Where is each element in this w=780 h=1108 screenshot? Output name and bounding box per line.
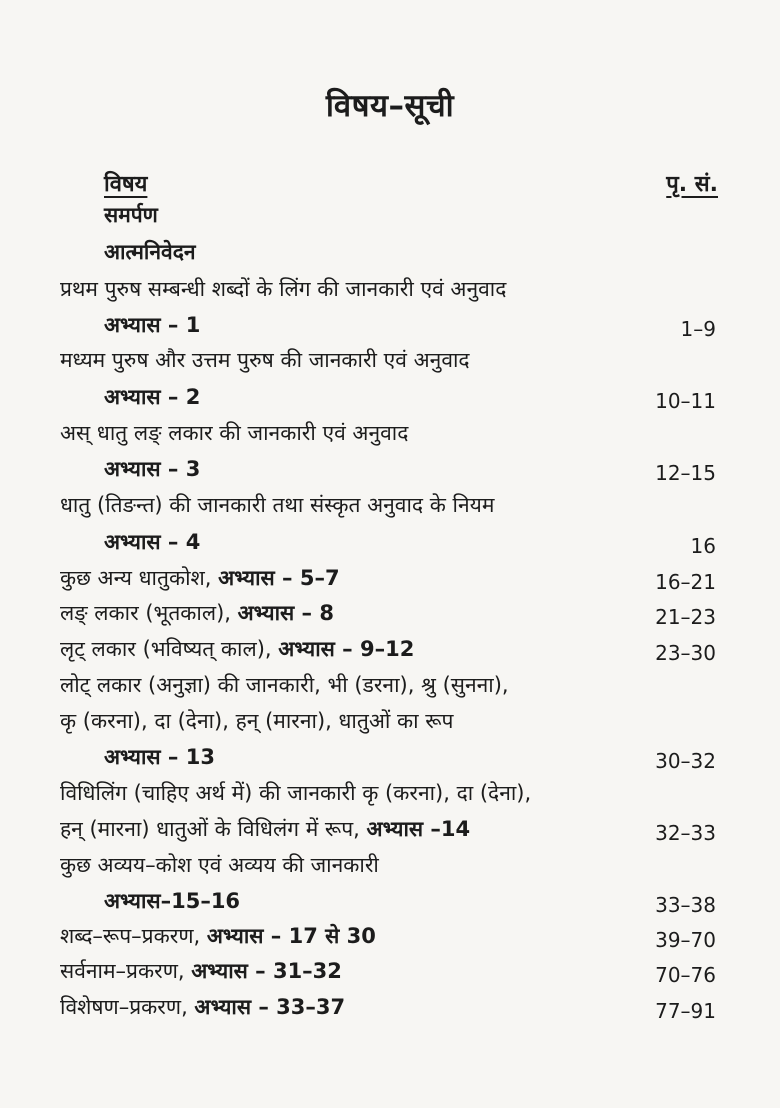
entry-page-number: 39–70 — [655, 928, 716, 952]
entry-exercise: अभ्यास – 31–32 — [191, 959, 342, 983]
entry-text — [60, 637, 414, 662]
entry-exercise: अभ्यास – 13 — [104, 745, 215, 769]
page-number-column-heading: पृ. सं. — [666, 172, 718, 197]
entry-page-number: 10–11 — [655, 389, 716, 413]
entry-text: मध्यम पुरुष और उत्तम पुरुष की जानकारी एवं अनुवाद — [60, 348, 470, 372]
contents-header — [104, 168, 718, 198]
entry-text — [60, 601, 334, 626]
entry-exercise: अभ्यास – 1 — [104, 313, 201, 337]
entry-text — [60, 817, 470, 842]
entry-text — [60, 566, 340, 591]
page-title: विषय–सूची — [325, 88, 455, 124]
entry-text-part: हन् (मारना) धातुओं के विधिलंग में रूप, — [60, 817, 367, 841]
entry-exercise: अभ्यास – 3 — [104, 457, 201, 481]
entry-text: कुछ अव्यय–कोश एवं अव्यय की जानकारी — [60, 853, 379, 877]
entry-page-number: 16 — [690, 534, 716, 558]
entry-text — [60, 995, 345, 1020]
entry-page-number: 30–32 — [655, 749, 716, 773]
subject-column-heading: विषय — [104, 172, 148, 197]
entry-page-number: 1–9 — [680, 317, 716, 341]
entry-page-number: 12–15 — [655, 461, 716, 485]
entry-exercise: अभ्यास – 4 — [104, 530, 201, 554]
entry-preface: आत्मनिवेदन — [104, 240, 196, 264]
entry-exercise: अभ्यास–15–16 — [104, 889, 241, 913]
entry-page-number: 33–38 — [655, 893, 716, 917]
entry-text-part: लृट् लकार (भविष्यत् काल), — [60, 637, 279, 661]
entry-exercise: अभ्यास – 5–7 — [218, 566, 340, 590]
entry-text: अस् धातु लङ् लकार की जानकारी एवं अनुवाद — [60, 421, 409, 445]
entry-page-number: 77–91 — [655, 999, 716, 1023]
entry-page-number: 70–76 — [655, 963, 716, 987]
entry-exercise: अभ्यास – 2 — [104, 385, 201, 409]
entry-text: कृ (करना), दा (देना), हन् (मारना), धातुओं का रूप — [60, 709, 454, 733]
entry-text: विधिलिंग (चाहिए अर्थ में) की जानकारी कृ (करना), दा (देना), — [60, 781, 532, 805]
entry-dedication: समर्पण — [104, 203, 158, 227]
entry-text: धातु (तिङन्त) की जानकारी तथा संस्कृत अनुवाद के नियम — [60, 493, 495, 517]
entry-text: प्रथम पुरुष सम्बन्धी शब्दों के लिंग की जानकारी एवं अनुवाद — [60, 277, 507, 301]
entry-text: लोट् लकार (अनुज्ञा) की जानकारी, भी (डरना), श्रु (सुनना), — [60, 673, 509, 697]
entry-exercise: अभ्यास – 8 — [237, 601, 334, 625]
entry-text-part: सर्वनाम–प्रकरण, — [60, 959, 192, 983]
entry-text-part: कुछ अन्य धातुकोश, — [60, 566, 219, 590]
entry-text-part: लङ् लकार (भूतकाल), — [60, 601, 238, 625]
entry-exercise: अभ्यास – 9–12 — [278, 637, 415, 661]
entry-page-number: 16–21 — [655, 570, 716, 594]
entry-text — [60, 924, 376, 949]
entry-text-part: विशेषण–प्रकरण, — [60, 995, 195, 1019]
entry-text — [60, 959, 342, 984]
entry-page-number: 32–33 — [655, 821, 716, 845]
entry-exercise: अभ्यास – 33–37 — [194, 995, 346, 1019]
entry-exercise: अभ्यास –14 — [366, 817, 471, 841]
entry-exercise: अभ्यास – 17 से 30 — [206, 924, 376, 948]
entry-text-part: शब्द–रूप–प्रकरण, — [60, 924, 207, 948]
entry-page-number: 23–30 — [655, 641, 716, 665]
entry-page-number: 21–23 — [655, 605, 716, 629]
